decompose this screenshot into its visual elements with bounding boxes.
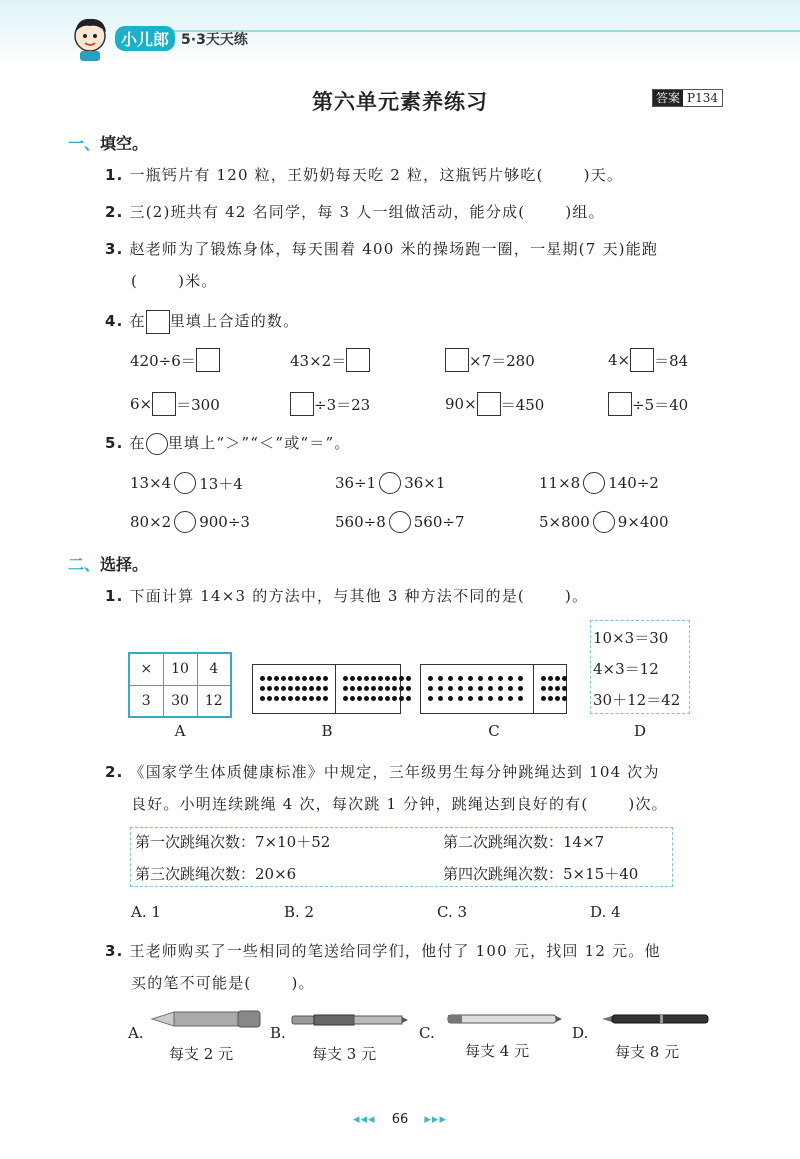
section-1-label: 填空。 bbox=[100, 134, 149, 153]
expression: 13×4 bbox=[130, 474, 172, 492]
dot bbox=[468, 696, 473, 701]
dot bbox=[274, 696, 279, 701]
section-2-number: 二、 bbox=[68, 555, 101, 574]
dot bbox=[548, 686, 553, 691]
question-1-4 bbox=[105, 310, 299, 334]
dot bbox=[371, 676, 376, 681]
answer-reference bbox=[652, 89, 723, 107]
expression: ×7＝280 bbox=[469, 351, 535, 370]
dot bbox=[508, 676, 513, 681]
dot bbox=[488, 686, 493, 691]
dot bbox=[357, 676, 362, 681]
dot bbox=[478, 686, 483, 691]
dot bbox=[260, 676, 265, 681]
dot bbox=[399, 686, 404, 691]
question-text: 三(2)班共有 42 名同学，每 3 人一组做活动，能分成( bbox=[129, 203, 526, 221]
right-arrows-icon: ▸▸▸ bbox=[424, 1112, 447, 1127]
dot bbox=[295, 676, 300, 681]
dot bbox=[350, 686, 355, 691]
question-number: 2. bbox=[105, 203, 124, 221]
option-a-multiplication-grid bbox=[128, 652, 232, 718]
expression: 90× bbox=[445, 395, 477, 413]
question-text: ( bbox=[131, 272, 139, 290]
choice-2-options bbox=[131, 903, 691, 921]
option-b-label[interactable]: B bbox=[321, 722, 333, 740]
question-text: 买的笔不可能是( bbox=[131, 974, 252, 992]
expression: ＝300 bbox=[176, 395, 220, 414]
question-number: 5. bbox=[105, 434, 124, 452]
option-d-equations bbox=[590, 620, 690, 714]
dot bbox=[288, 696, 293, 701]
dot bbox=[343, 676, 348, 681]
dot bbox=[508, 686, 513, 691]
grid-cell: 10 bbox=[163, 653, 197, 685]
dot bbox=[281, 686, 286, 691]
dot bbox=[385, 676, 390, 681]
option-a-label[interactable]: A bbox=[174, 722, 186, 740]
dot bbox=[498, 686, 503, 691]
dot bbox=[323, 686, 328, 691]
question-1-3-cont bbox=[131, 270, 218, 291]
dot bbox=[316, 686, 321, 691]
dot-group bbox=[534, 665, 574, 713]
dot bbox=[295, 696, 300, 701]
dot bbox=[288, 676, 293, 681]
question-1-3 bbox=[105, 238, 658, 259]
dot bbox=[392, 676, 397, 681]
pencil-icon bbox=[150, 1008, 262, 1030]
dot bbox=[406, 676, 411, 681]
dot bbox=[448, 696, 453, 701]
question-number: 4. bbox=[105, 312, 124, 330]
dot bbox=[468, 676, 473, 681]
dot bbox=[371, 686, 376, 691]
dot bbox=[309, 696, 314, 701]
section-1-number: 一、 bbox=[68, 134, 101, 153]
answer-circle[interactable] bbox=[389, 511, 411, 533]
price-a: 每支 2 元 bbox=[169, 1045, 234, 1063]
dot bbox=[281, 676, 286, 681]
equation: 4×3＝12 bbox=[593, 660, 659, 678]
expression: 420÷6＝ bbox=[130, 351, 196, 370]
expression: 560÷7 bbox=[413, 513, 465, 531]
square-box-icon bbox=[146, 310, 170, 334]
dot bbox=[478, 696, 483, 701]
question-text: 王老师购买了一些相同的笔送给同学们，他付了 100 元，找回 12 元。他 bbox=[129, 942, 661, 960]
answer-page: P134 bbox=[687, 91, 718, 105]
dot bbox=[406, 686, 411, 691]
dot bbox=[357, 686, 362, 691]
choice-question-3-cont bbox=[131, 972, 315, 993]
dot bbox=[458, 696, 463, 701]
dot bbox=[309, 676, 314, 681]
question-text: 下面计算 14×3 的方法中，与其他 3 种方法不同的是( bbox=[129, 587, 525, 605]
dot bbox=[548, 696, 553, 701]
dot bbox=[274, 686, 279, 691]
option-c-dot-array bbox=[420, 664, 567, 714]
dot bbox=[357, 696, 362, 701]
gel-pen-icon bbox=[290, 1012, 410, 1028]
expression: 36÷1 bbox=[335, 474, 377, 492]
option-b[interactable]: B. bbox=[270, 1024, 286, 1042]
answer-circle[interactable] bbox=[174, 472, 196, 494]
choice-question-2-cont bbox=[131, 793, 668, 814]
expression: 900÷3 bbox=[199, 513, 250, 531]
expression: ＝450 bbox=[500, 395, 545, 414]
expression: ÷3＝23 bbox=[314, 395, 371, 414]
grid-cell: 30 bbox=[163, 685, 197, 717]
expression: ＝84 bbox=[654, 351, 689, 370]
dot bbox=[448, 686, 453, 691]
price-b: 每支 3 元 bbox=[312, 1045, 377, 1063]
dot bbox=[541, 676, 546, 681]
dot bbox=[316, 696, 321, 701]
price-d: 每支 8 元 bbox=[615, 1043, 680, 1061]
price-c: 每支 4 元 bbox=[465, 1042, 530, 1060]
answer-box[interactable] bbox=[290, 392, 314, 416]
dot bbox=[428, 676, 433, 681]
dot bbox=[260, 686, 265, 691]
answer-circle[interactable] bbox=[583, 472, 605, 494]
dot bbox=[438, 686, 443, 691]
dot bbox=[350, 676, 355, 681]
dot-group bbox=[421, 665, 534, 713]
question-number: 1. bbox=[105, 166, 124, 184]
circle-icon bbox=[146, 433, 168, 455]
equation: 10×3＝30 bbox=[593, 629, 669, 647]
expression: 80×2 bbox=[130, 513, 172, 531]
left-arrows-icon: ◂◂◂ bbox=[353, 1112, 376, 1127]
option-d-label[interactable]: D bbox=[633, 722, 647, 740]
question-text: )米。 bbox=[178, 272, 218, 290]
dot bbox=[428, 686, 433, 691]
question-text: 一瓶钙片有 120 粒，王奶奶每天吃 2 粒，这瓶钙片够吃( bbox=[129, 166, 544, 184]
record-2: 第二次跳绳次数：14×7 bbox=[443, 833, 605, 851]
brand-logo: 小儿郎 bbox=[115, 26, 175, 51]
option-d[interactable]: D. 4 bbox=[590, 903, 621, 921]
answer-label: 答案 bbox=[653, 90, 683, 106]
dot bbox=[316, 676, 321, 681]
question-1-1 bbox=[105, 164, 623, 185]
expression: 560÷8 bbox=[335, 513, 386, 531]
question-text: 赵老师为了锻炼身体，每天围着 400 米的操场跑一圈，一星期(7 天)能跑 bbox=[129, 240, 659, 258]
dot bbox=[371, 696, 376, 701]
dot-group bbox=[336, 665, 418, 713]
answer-circle[interactable] bbox=[174, 511, 196, 533]
dot bbox=[428, 696, 433, 701]
expression: 5×800 bbox=[539, 513, 590, 531]
equation: 30＋12＝42 bbox=[593, 691, 681, 709]
dot bbox=[458, 686, 463, 691]
grid-cell: 3 bbox=[129, 685, 163, 717]
ballpoint-pen-icon bbox=[446, 1012, 564, 1026]
option-d[interactable]: D. bbox=[572, 1024, 589, 1042]
dot bbox=[364, 676, 369, 681]
dot bbox=[378, 676, 383, 681]
question-number: 3. bbox=[105, 240, 124, 258]
question-text: )。 bbox=[564, 587, 589, 605]
option-c-label[interactable]: C bbox=[488, 722, 500, 740]
dot bbox=[406, 696, 411, 701]
question-text: 《国家学生体质健康标准》中规定，三年级男生每分钟跳绳达到 104 次为 bbox=[129, 763, 660, 781]
answer-circle[interactable] bbox=[379, 472, 401, 494]
answer-box[interactable] bbox=[152, 392, 176, 416]
option-b-dot-array bbox=[252, 664, 401, 714]
dot bbox=[458, 676, 463, 681]
answer-box[interactable] bbox=[196, 348, 220, 372]
page-number: 66 bbox=[391, 1112, 409, 1127]
dot bbox=[378, 696, 383, 701]
choice-question-3 bbox=[105, 940, 661, 961]
dot bbox=[555, 676, 560, 681]
dot bbox=[488, 696, 493, 701]
section-1-heading bbox=[68, 131, 148, 154]
expression: 13＋4 bbox=[199, 474, 243, 493]
record-1: 第一次跳绳次数：7×10＋52 bbox=[135, 833, 331, 851]
fountain-pen-icon bbox=[600, 1012, 714, 1026]
question-1-5 bbox=[105, 432, 351, 455]
expression: 36×1 bbox=[404, 474, 446, 492]
dot bbox=[392, 686, 397, 691]
dot bbox=[562, 696, 567, 701]
dot bbox=[498, 696, 503, 701]
expression: 43×2＝ bbox=[290, 351, 347, 370]
section-2-label: 选择。 bbox=[100, 555, 149, 574]
dot bbox=[274, 676, 279, 681]
dot bbox=[364, 686, 369, 691]
option-a[interactable]: A. 1 bbox=[131, 903, 161, 921]
dot bbox=[323, 676, 328, 681]
dot bbox=[555, 686, 560, 691]
dot bbox=[498, 676, 503, 681]
question-number: 2. bbox=[105, 763, 124, 781]
dot bbox=[302, 676, 307, 681]
option-a[interactable]: A. bbox=[128, 1024, 144, 1042]
dot bbox=[508, 696, 513, 701]
question-text: )。 bbox=[291, 974, 315, 992]
question-text: 在 bbox=[129, 434, 146, 452]
answer-box[interactable] bbox=[477, 392, 501, 416]
dot bbox=[260, 696, 265, 701]
answer-box[interactable] bbox=[346, 348, 370, 372]
page-footer bbox=[0, 1112, 800, 1127]
dot bbox=[288, 686, 293, 691]
question-1-2 bbox=[105, 201, 605, 222]
dot bbox=[438, 676, 443, 681]
dot bbox=[518, 676, 523, 681]
expression: 140÷2 bbox=[608, 474, 659, 492]
dot bbox=[302, 696, 307, 701]
option-b[interactable]: B. 2 bbox=[284, 903, 315, 921]
dot bbox=[562, 686, 567, 691]
expression: 4× bbox=[608, 351, 631, 369]
jump-rope-records bbox=[130, 827, 673, 887]
dot bbox=[541, 696, 546, 701]
dot bbox=[378, 686, 383, 691]
dot bbox=[478, 676, 483, 681]
dot bbox=[518, 686, 523, 691]
expression: 11×8 bbox=[539, 474, 581, 492]
dot bbox=[267, 686, 272, 691]
question-text: 里填上“＞”“＜”或“＝”。 bbox=[167, 434, 351, 452]
record-3: 第三次跳绳次数：20×6 bbox=[135, 865, 297, 883]
dot bbox=[343, 696, 348, 701]
option-c[interactable]: C. 3 bbox=[437, 903, 468, 921]
dot bbox=[295, 686, 300, 691]
answer-box[interactable] bbox=[608, 392, 632, 416]
question-text: )次。 bbox=[628, 795, 668, 813]
boy-mascot-icon bbox=[68, 14, 112, 62]
dot bbox=[548, 676, 553, 681]
question-text: 里填上合适的数。 bbox=[169, 312, 300, 330]
dot bbox=[399, 676, 404, 681]
dot bbox=[350, 696, 355, 701]
record-4: 第四次跳绳次数：5×15＋40 bbox=[443, 865, 639, 883]
choice-question-2 bbox=[105, 761, 660, 782]
dot bbox=[562, 676, 567, 681]
dot bbox=[364, 696, 369, 701]
dot bbox=[385, 686, 390, 691]
dot bbox=[267, 676, 272, 681]
choice-question-1 bbox=[105, 585, 588, 606]
dot bbox=[399, 696, 404, 701]
dot bbox=[488, 676, 493, 681]
answer-box[interactable] bbox=[630, 348, 654, 372]
question-text: 良好。小明连续跳绳 4 次，每次跳 1 分钟，跳绳达到良好的有( bbox=[131, 795, 589, 813]
question-number: 3. bbox=[105, 942, 124, 960]
q5-row-2 bbox=[130, 511, 701, 533]
dot bbox=[448, 676, 453, 681]
page-title: 第六单元素养练习 bbox=[312, 90, 488, 114]
q5-row-1 bbox=[130, 472, 701, 494]
dot bbox=[468, 686, 473, 691]
question-text: 在 bbox=[129, 312, 146, 330]
question-text: )天。 bbox=[583, 166, 624, 184]
dot bbox=[385, 696, 390, 701]
dot bbox=[323, 696, 328, 701]
answer-box[interactable] bbox=[445, 348, 469, 372]
dot bbox=[518, 696, 523, 701]
expression: ÷5＝40 bbox=[632, 395, 689, 414]
dot bbox=[392, 696, 397, 701]
dot bbox=[309, 686, 314, 691]
grid-cell: 12 bbox=[197, 685, 231, 717]
question-number: 1. bbox=[105, 587, 124, 605]
option-c[interactable]: C. bbox=[419, 1024, 435, 1042]
grid-cell: × bbox=[129, 653, 163, 685]
brand bbox=[115, 26, 248, 51]
dot bbox=[541, 686, 546, 691]
series-name: 5·3天天练 bbox=[181, 31, 248, 48]
question-text: )组。 bbox=[565, 203, 605, 221]
q4-row-1 bbox=[130, 348, 770, 372]
dot bbox=[555, 696, 560, 701]
dot bbox=[343, 686, 348, 691]
section-2-heading bbox=[68, 552, 148, 575]
dot-group bbox=[253, 665, 336, 713]
expression: 9×400 bbox=[617, 513, 669, 531]
dot bbox=[267, 696, 272, 701]
expression: 6× bbox=[130, 395, 153, 413]
q4-row-2 bbox=[130, 392, 770, 416]
answer-circle[interactable] bbox=[593, 511, 615, 533]
dot bbox=[438, 696, 443, 701]
dot bbox=[281, 696, 286, 701]
dot bbox=[302, 686, 307, 691]
grid-cell: 4 bbox=[197, 653, 231, 685]
